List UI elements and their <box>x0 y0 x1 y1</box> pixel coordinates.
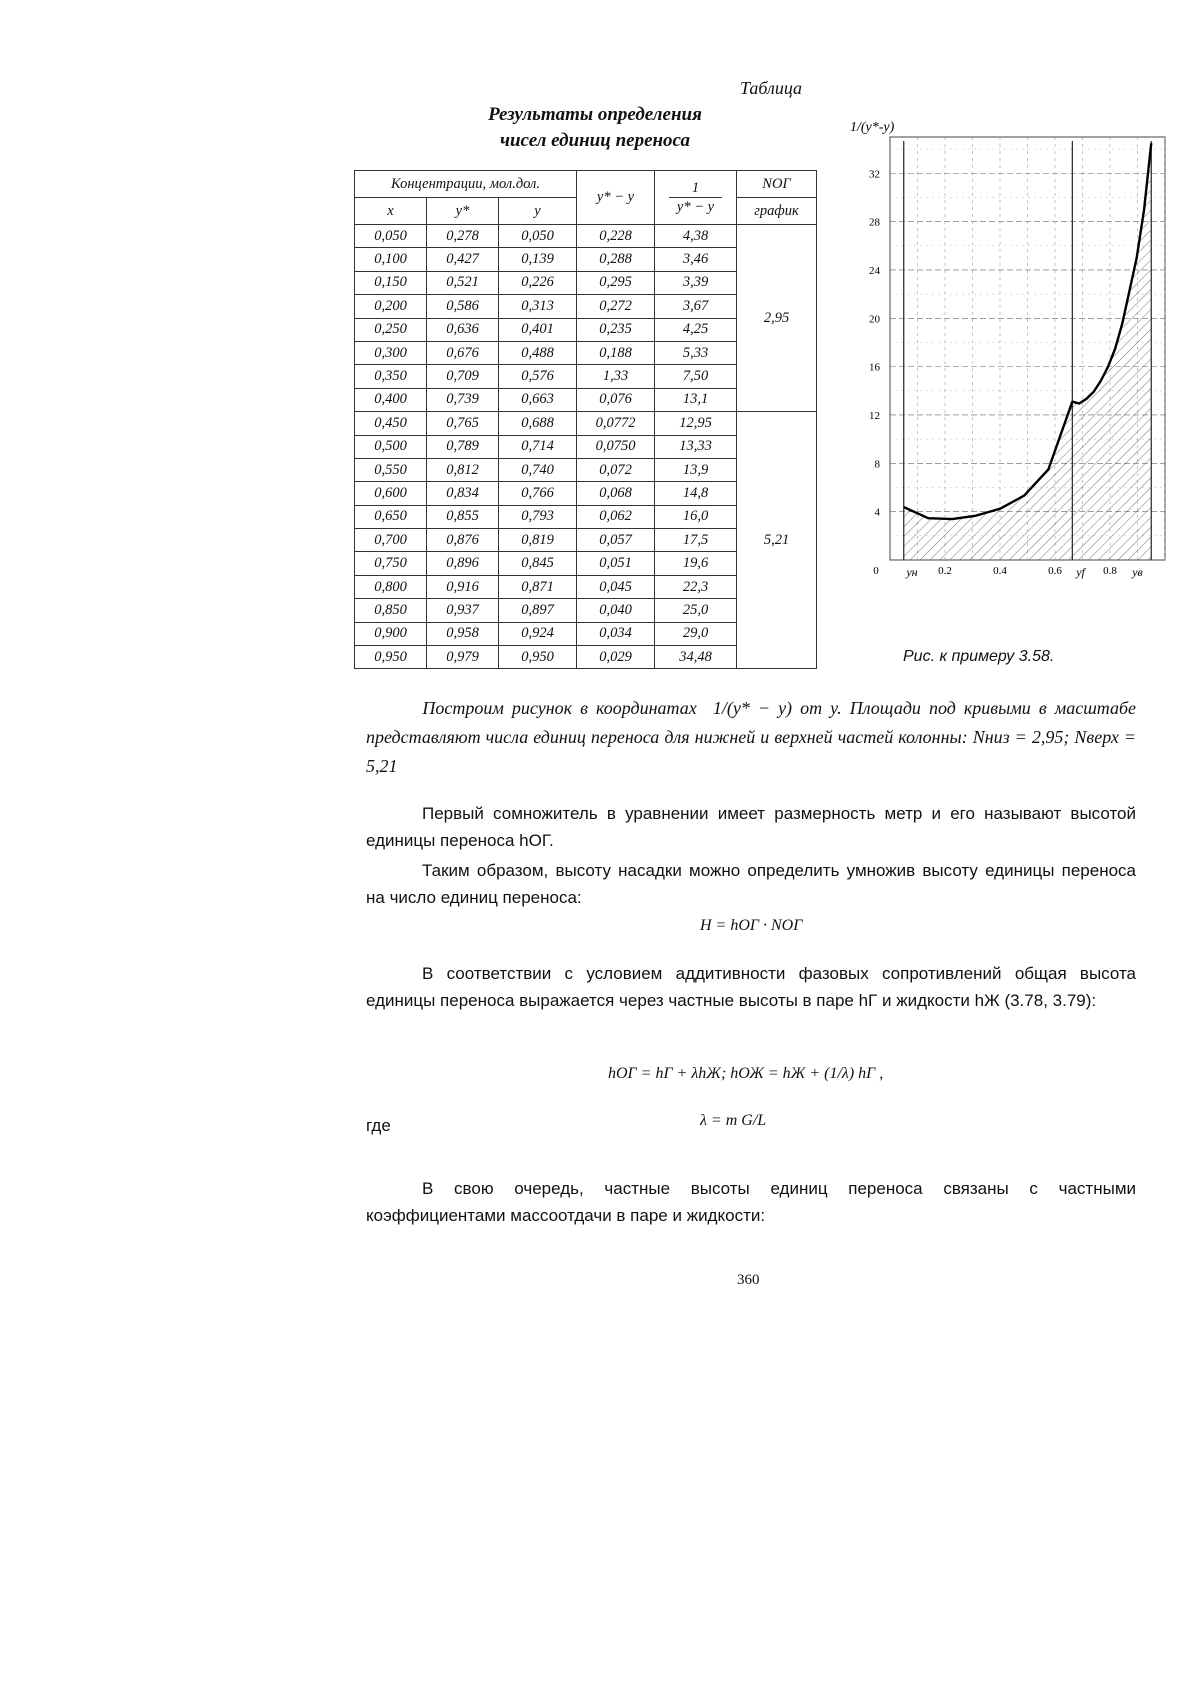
chart-y-axis-label: 1/(y*-y) <box>850 120 895 135</box>
table-title-line2: чисел единиц переноса <box>500 130 690 151</box>
table-cell: 0,576 <box>499 365 577 388</box>
table-cell: 0,789 <box>427 435 499 458</box>
table-cell: 0,150 <box>355 271 427 294</box>
table-cell: 12,95 <box>655 412 737 435</box>
table-cell: 0,295 <box>577 271 655 294</box>
table-cell: 4,25 <box>655 318 737 341</box>
table-cell: 0,400 <box>355 388 427 411</box>
table-cell: 0,313 <box>499 295 577 318</box>
paragraph-2: Первый сомножитель в уравнении имеет размерность метр и его называют высотой единицы переноса hОГ. <box>366 804 1136 850</box>
table-cell: 0,062 <box>577 505 655 528</box>
chart-y-tick-label: 20 <box>869 313 880 326</box>
header-ystar: y* <box>427 198 499 225</box>
table-cell: 0,226 <box>499 271 577 294</box>
table-cell: 0,709 <box>427 365 499 388</box>
header-y: y <box>499 198 577 225</box>
table-cell: 0,288 <box>577 248 655 271</box>
table-cell: 29,0 <box>655 622 737 645</box>
table-cell: 0,855 <box>427 505 499 528</box>
p1-text: Построим рисунок в координатах <box>422 698 697 718</box>
table-cell: 0,057 <box>577 529 655 552</box>
paragraph-4: В соответствии с условием аддитивности фазовых сопротивлений общая высота единицы переноса выражается через частные высоты в паре hГ и жидкости hЖ (3.78, 3.79): <box>366 964 1136 1010</box>
table-cell: 0,800 <box>355 575 427 598</box>
chart-x-tick-label: 0.2 <box>938 565 952 577</box>
table-cell: 0,235 <box>577 318 655 341</box>
table-cell: 0,740 <box>499 458 577 481</box>
table-cell: 0,950 <box>499 646 577 669</box>
table-cell: 0,139 <box>499 248 577 271</box>
table-cell: 22,3 <box>655 575 737 598</box>
table-cell: 5,33 <box>655 341 737 364</box>
table-cell: 0,350 <box>355 365 427 388</box>
p1-formula: 1/(y* − y) <box>712 698 793 718</box>
table-cell: 4,38 <box>655 225 737 248</box>
table-cell: 0,845 <box>499 552 577 575</box>
table-cell: 0,979 <box>427 646 499 669</box>
table-cell: 0,924 <box>499 622 577 645</box>
table-cell: 0,896 <box>427 552 499 575</box>
chart-x-tick-label: 0 <box>873 565 879 577</box>
header-graph: график <box>737 198 817 225</box>
table-cell: 0,029 <box>577 646 655 669</box>
formula-hog: hОГ = hГ + λhЖ; hОЖ = hЖ + (1/λ) hГ , <box>608 1065 884 1082</box>
table-cell: 0,072 <box>577 458 655 481</box>
table-cell: 0,876 <box>427 529 499 552</box>
noy-lower-cell: 2,95 <box>737 225 817 412</box>
table-cell: 0,045 <box>577 575 655 598</box>
table-cell: 3,46 <box>655 248 737 271</box>
table-cell: 0,950 <box>355 646 427 669</box>
table-cell: 0,897 <box>499 599 577 622</box>
table-cell: 0,766 <box>499 482 577 505</box>
table-cell: 0,068 <box>577 482 655 505</box>
table-cell: 0,900 <box>355 622 427 645</box>
table-cell: 0,200 <box>355 295 427 318</box>
chart-x-marker-label: yв <box>1132 565 1143 579</box>
table-cell: 0,272 <box>577 295 655 318</box>
table-cell: 0,688 <box>499 412 577 435</box>
table-cell: 0,300 <box>355 341 427 364</box>
table-cell: 17,5 <box>655 529 737 552</box>
table-cell: 7,50 <box>655 365 737 388</box>
table-cell: 3,39 <box>655 271 737 294</box>
table-cell: 0,819 <box>499 529 577 552</box>
table-cell: 1,33 <box>577 365 655 388</box>
chart-y-tick-label: 16 <box>869 361 880 374</box>
table-cell: 0,750 <box>355 552 427 575</box>
table-cell: 0,958 <box>427 622 499 645</box>
table-cell: 16,0 <box>655 505 737 528</box>
table-cell: 0,401 <box>499 318 577 341</box>
table-cell: 19,6 <box>655 552 737 575</box>
table-cell: 0,600 <box>355 482 427 505</box>
formula-h: H = hОГ · NОГ <box>700 917 803 934</box>
chart-y-tick-label: 4 <box>874 506 880 519</box>
table-cell: 14,8 <box>655 482 737 505</box>
table-cell: 0,650 <box>355 505 427 528</box>
table-cell: 0,937 <box>427 599 499 622</box>
table-cell: 0,500 <box>355 435 427 458</box>
table-cell: 0,040 <box>577 599 655 622</box>
table-cell: 0,586 <box>427 295 499 318</box>
table-row <box>355 412 817 435</box>
formula-lambda: λ = m G/L <box>700 1112 767 1129</box>
p1-rest: от y. Площади под кривыми в масштабе представляют числа единиц переноса для нижней и верхней частей колонны: <box>366 698 1137 747</box>
chart-x-tick-label: 0.4 <box>993 565 1007 577</box>
table-cell: 0,0772 <box>577 412 655 435</box>
table-cell: 3,67 <box>655 295 737 318</box>
page-number: 360 <box>737 1272 760 1288</box>
table-cell: 0,450 <box>355 412 427 435</box>
table-cell: 0,834 <box>427 482 499 505</box>
table-cell: 0,050 <box>499 225 577 248</box>
chart-x-marker-label: yн <box>906 565 918 579</box>
chart-x-marker-label: yf <box>1076 565 1085 579</box>
table-cell: 0,188 <box>577 341 655 364</box>
table-cell: 13,1 <box>655 388 737 411</box>
chart-y-tick-label: 32 <box>869 168 880 181</box>
p1-eq: Nниз = 2,95; Nверх = 5,21 <box>366 727 1137 776</box>
table-cell: 0,812 <box>427 458 499 481</box>
chart-y-tick-label: 24 <box>869 264 880 277</box>
table-cell: 0,488 <box>499 341 577 364</box>
header-inverse-num: 1 <box>669 179 722 198</box>
header-x: x <box>355 198 427 225</box>
table-cell: 0,663 <box>499 388 577 411</box>
chart-x-tick-label: 0.6 <box>1048 565 1062 577</box>
chart-y-tick-label: 28 <box>869 216 880 229</box>
nog-chart <box>840 115 1170 645</box>
table-cell: 0,765 <box>427 412 499 435</box>
figure-caption: Рис. к примеру 3.58. <box>903 648 1055 665</box>
table-cell: 25,0 <box>655 599 737 622</box>
table-cell: 0,250 <box>355 318 427 341</box>
table-cell: 0,050 <box>355 225 427 248</box>
header-diff: y* − y <box>577 171 655 225</box>
table-cell: 0,916 <box>427 575 499 598</box>
header-inverse <box>655 171 737 225</box>
table-cell: 0,278 <box>427 225 499 248</box>
header-noy: NОГ <box>737 171 817 198</box>
table-cell: 0,850 <box>355 599 427 622</box>
table-cell: 0,871 <box>499 575 577 598</box>
header-concentrations: Концентрации, мол.дол. <box>355 171 577 198</box>
table-cell: 34,48 <box>655 646 737 669</box>
table-cell: 13,33 <box>655 435 737 458</box>
paragraph-5: В свою очередь, частные высоты единиц переноса связаны с частными коэффициентами массоотдачи в паре и жидкости: <box>366 1179 1136 1225</box>
results-table <box>354 170 817 669</box>
noy-upper-cell: 5,21 <box>737 412 817 669</box>
table-cell: 0,076 <box>577 388 655 411</box>
table-cell: 0,228 <box>577 225 655 248</box>
where-label: где <box>366 1116 391 1135</box>
table-cell: 0,521 <box>427 271 499 294</box>
paragraph-italic <box>366 694 1136 781</box>
table-cell: 0,550 <box>355 458 427 481</box>
table-cell: 13,9 <box>655 458 737 481</box>
table-cell: 0,100 <box>355 248 427 271</box>
table-cell: 0,0750 <box>577 435 655 458</box>
table-cell: 0,427 <box>427 248 499 271</box>
table-title <box>430 102 760 154</box>
table-cell: 0,636 <box>427 318 499 341</box>
table-title-line1: Результаты определения <box>488 104 702 125</box>
table-caption: Таблица <box>740 78 803 98</box>
table-cell: 0,700 <box>355 529 427 552</box>
table-cell: 0,051 <box>577 552 655 575</box>
table-cell: 0,714 <box>499 435 577 458</box>
chart-x-tick-label: 0.8 <box>1103 565 1117 577</box>
header-inverse-den: y* − y <box>676 199 715 215</box>
paragraph-3: Таким образом, высоту насадки можно определить умножив высоту единицы переноса на число единиц переноса: <box>366 861 1136 907</box>
table-cell: 0,793 <box>499 505 577 528</box>
table-cell: 0,739 <box>427 388 499 411</box>
chart-y-tick-label: 12 <box>869 409 880 422</box>
table-row <box>355 225 817 248</box>
chart-y-tick-label: 8 <box>874 458 880 471</box>
table-cell: 0,034 <box>577 622 655 645</box>
table-cell: 0,676 <box>427 341 499 364</box>
